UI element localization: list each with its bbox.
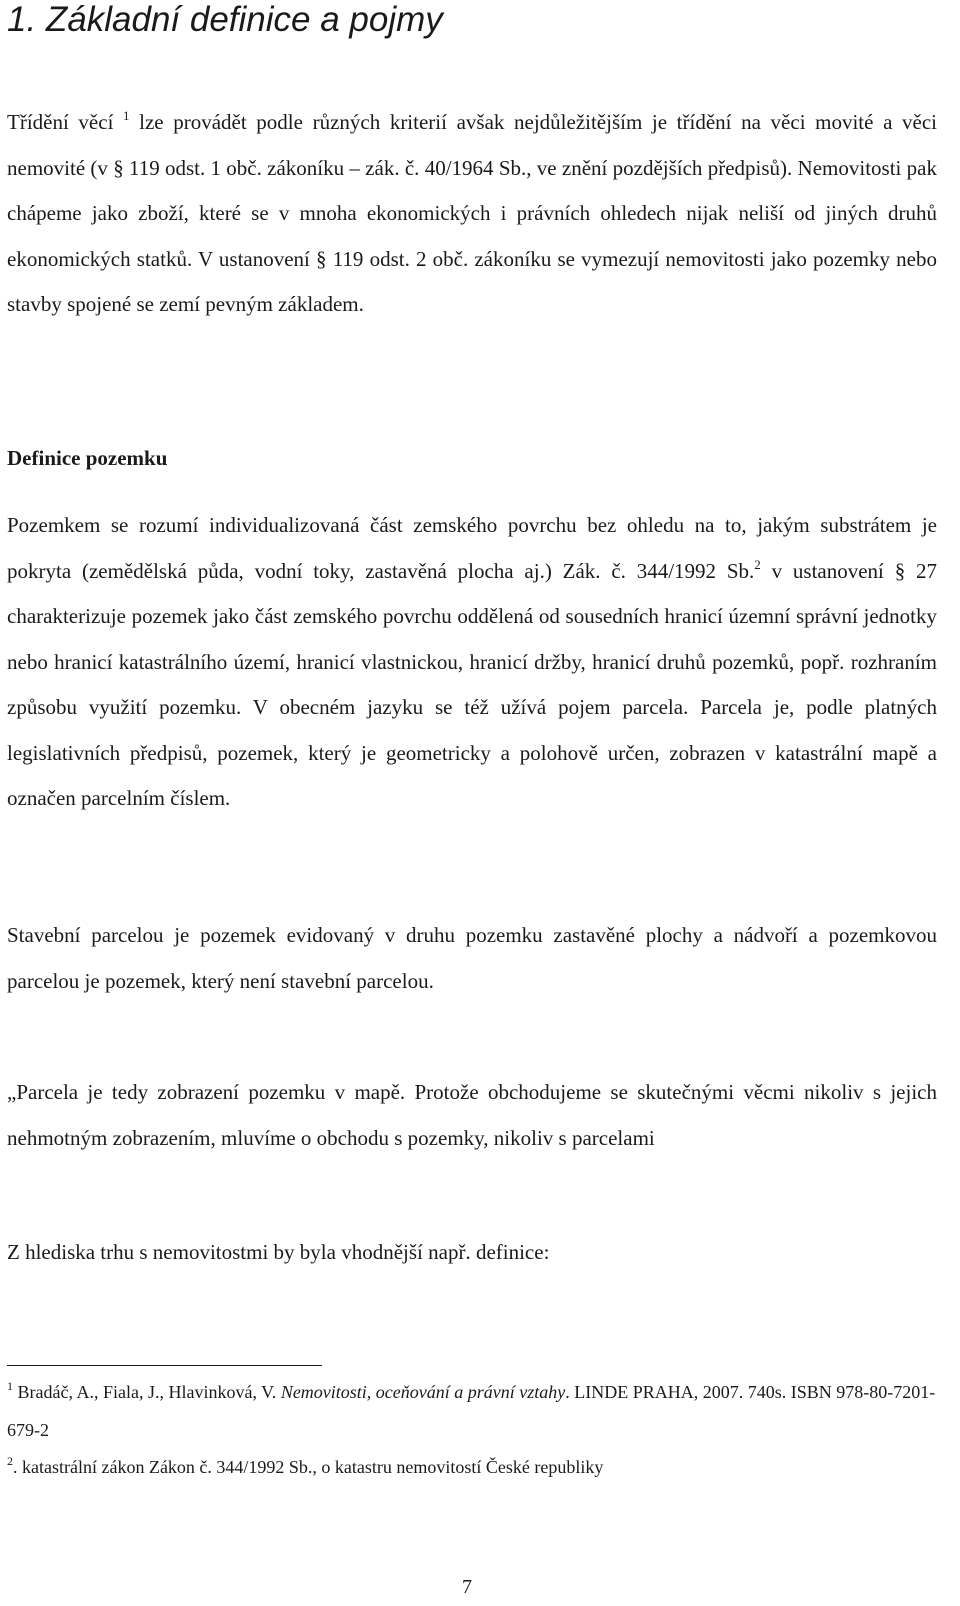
footnote-number: 1 [7, 1379, 13, 1393]
footnote-book-title: Nemovitosti, oceňování a právní vztahy [280, 1382, 566, 1402]
footnote-2 [7, 1448, 937, 1486]
chapter-heading: 1. Základní definice a pojmy [7, 0, 443, 39]
paragraph-land-definition [7, 503, 937, 822]
footnote-ref-1[interactable]: 1 [123, 108, 130, 123]
paragraph-text: v ustanovení § 27 charakterizuje pozemek jako část zemského povrchu oddělená od sousedních hranicí územní správní jednotky nebo hranicí katastrálního území, hranicí vlastnickou, hranicí držby, hranicí druhů pozemků, popř. rozhraním způsobu využití pozemku. V obecném jazyku se též užívá pojem parcela. Parcela je, podle platných legislativních předpisů, pozemek, který je geometricky a polohově určen, zobrazen v katastrální mapě a označen parcelním číslem. [7, 558, 938, 810]
footnote-separator [7, 1365, 322, 1366]
paragraph-movable-immovable [7, 100, 937, 328]
section-heading: Definice pozemku [7, 446, 168, 470]
footnote-1 [7, 1373, 937, 1449]
paragraph-market-definition: Z hlediska trhu s nemovitostmi by byla vhodnější např. definice: [7, 1240, 550, 1264]
footnote-ref-2[interactable]: 2 [754, 556, 761, 572]
paragraph-text: Pozemkem se rozumí individualizovaná část zemského povrchu bez ohledu na to, jakým substrátem je pokryta (zemědělská půda, vodní toky, zastavěná plocha aj.) Zák. č. 344/1992 Sb. [7, 513, 937, 583]
footnote-publisher: . LINDE PRAHA, 2007. 740s. ISBN 978-80-7201-679-2 [7, 1382, 936, 1440]
paragraph-text: Třídění věcí [7, 110, 124, 134]
page-number: 7 [462, 1576, 472, 1598]
footnote-authors: Bradáč, A., Fiala, J., Hlavinková, V. [13, 1382, 281, 1402]
footnote-text: . katastrální zákon Zákon č. 344/1992 Sb., o katastru nemovitostí České republiky [13, 1457, 604, 1477]
paragraph-parcel-quote: „Parcela je tedy zobrazení pozemku v mapě. Protože obchodujeme se skutečnými věcmi nikoliv s jejich nehmotným zobrazením, mluvíme o obchodu s pozemky, nikoliv s parcelami [7, 1080, 937, 1150]
paragraph-building-parcel: Stavební parcelou je pozemek evidovaný v druhu pozemku zastavěné plochy a nádvoří a pozemkovou parcelou je pozemek, který není stavební parcelou. [7, 923, 937, 993]
paragraph-text: lze provádět podle různých kriterií avšak nejdůležitějším je třídění na věci movité a věci nemovité (v § 119 odst. 1 obč. zákoníku – zák. č. 40/1964 Sb., ve znění pozdějších předpisů). Nemovitosti pak chápeme jako zboží, které se v mnoha ekonomických i právních ohledech nijak neliší od jiných druhů ekonomických statků. V ustanovení § 119 odst. 2 obč. zákoníku se vymezují nemovitosti jako pozemky nebo stavby spojené se zemí pevným základem. [7, 110, 937, 316]
footnote-number: 2 [7, 1454, 13, 1468]
